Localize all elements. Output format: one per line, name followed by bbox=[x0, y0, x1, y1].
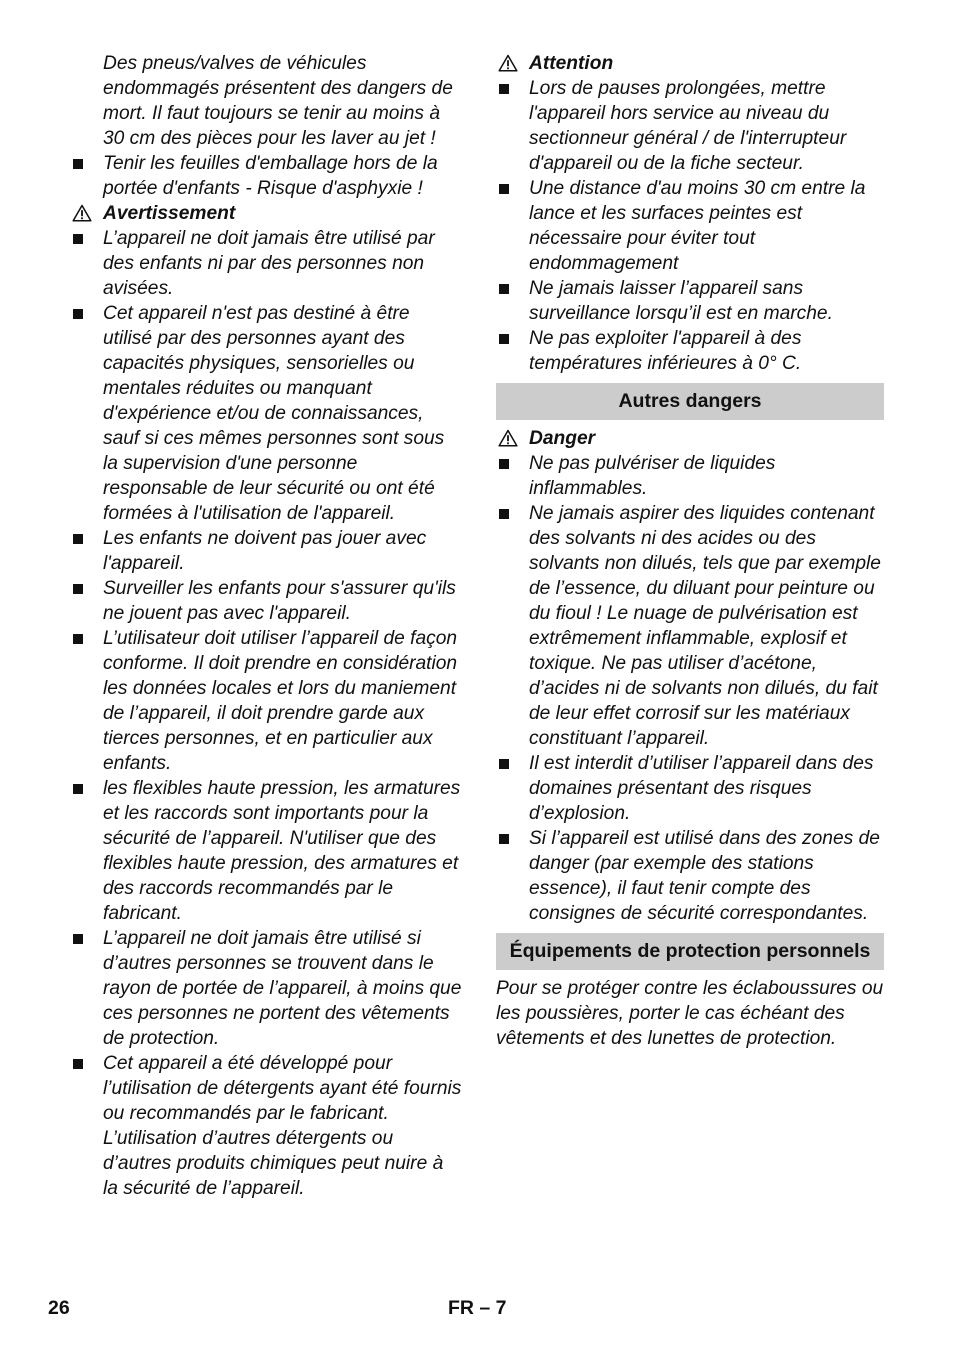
bullet-square-icon bbox=[73, 534, 83, 544]
list-item-text: Cet appareil a été développé pour l’utilisation de détergents ayant été fournis ou recommandés par le fabricant. L’utilisation d’autres détergents ou d’autres produits chimiques peut nuire à la sécurité de l’appareil. bbox=[103, 1053, 462, 1199]
warning-triangle-icon bbox=[498, 54, 518, 72]
attention-title: Attention bbox=[529, 53, 614, 74]
list-item bbox=[496, 451, 884, 501]
bullet-square-icon bbox=[73, 934, 83, 944]
bullet-square-icon bbox=[499, 834, 509, 844]
list-item bbox=[70, 151, 462, 201]
bullet-square-icon bbox=[499, 284, 509, 294]
list-item bbox=[70, 226, 462, 301]
list-item-text: Il est interdit d’utiliser l’appareil dans des domaines présentant des risques d’explosion. bbox=[529, 753, 874, 824]
attention-block bbox=[496, 51, 884, 376]
bullet-square-icon bbox=[73, 234, 83, 244]
section-heading-equipements: Équipements de protection personnels bbox=[496, 933, 884, 970]
bullet-square-icon bbox=[499, 759, 509, 769]
attention-header bbox=[496, 51, 884, 76]
page-label: FR – 7 bbox=[448, 1297, 507, 1319]
warning-header bbox=[70, 201, 462, 226]
list-item bbox=[70, 776, 462, 926]
list-item-text: L’appareil ne doit jamais être utilisé par des enfants ni par des personnes non avisées. bbox=[103, 228, 435, 299]
protection-paragraph: Pour se protéger contre les éclaboussures ou les poussières, porter le cas échéant des vêtements et des lunettes de protection. bbox=[496, 978, 884, 1049]
danger-header bbox=[496, 426, 884, 451]
warning-title: Avertissement bbox=[103, 203, 236, 224]
list-item bbox=[496, 276, 884, 326]
bullet-square-icon bbox=[499, 184, 509, 194]
bullet-square-icon bbox=[73, 309, 83, 319]
list-item bbox=[496, 326, 884, 376]
list-item bbox=[70, 576, 462, 626]
warning-triangle-icon bbox=[72, 204, 92, 222]
list-item-text: L’appareil ne doit jamais être utilisé si d’autres personnes se trouvent dans le rayon de portée de l’appareil, à moins que ces personnes ne portent des vêtements de protection. bbox=[103, 928, 462, 1049]
list-item-text: Ne jamais laisser l’appareil sans surveillance lorsqu’il est en marche. bbox=[529, 278, 833, 324]
bullet-square-icon bbox=[73, 634, 83, 644]
section-heading-autres-dangers: Autres dangers bbox=[496, 383, 884, 420]
list-item bbox=[496, 751, 884, 826]
danger-block bbox=[496, 426, 884, 926]
list-item-text: Tenir les feuilles d'emballage hors de la portée d'enfants - Risque d'asphyxie ! bbox=[103, 153, 438, 199]
right-column bbox=[496, 51, 884, 1051]
list-item-text: Ne jamais aspirer des liquides contenant des solvants ni des acides ou des solvants non dilués, tels que par exemple de l’essence, du diluant pour peinture ou du fioul ! Le nuage de pulvérisation est extrêmement inflammable, explosif et toxique. Ne pas utiliser d’acétone, d’acides ni de solvants non dilués, du fait de leur effet corrosif sur les matériaux constituant l’appareil. bbox=[529, 503, 881, 749]
list-item-text: Ne pas exploiter l'appareil à des températures inférieures à 0° C. bbox=[529, 328, 802, 374]
list-item-text: Lors de pauses prolongées, mettre l'appareil hors service au niveau du sectionneur général / de l'interrupteur d'appareil ou de la fiche secteur. bbox=[529, 78, 847, 174]
bullet-square-icon bbox=[499, 509, 509, 519]
list-item-text: L’utilisateur doit utiliser l’appareil de façon conforme. Il doit prendre en considération les données locales et lors du maniement de l’appareil, il doit prendre garde aux tierces personnes, et en particulier aux enfants. bbox=[103, 628, 458, 774]
list-item bbox=[70, 626, 462, 776]
list-item bbox=[496, 76, 884, 176]
page-number: 26 bbox=[48, 1297, 70, 1319]
continued-text: Des pneus/valves de véhicules endommagés présentent des dangers de mort. Il faut toujours se tenir au moins à 30 cm des pièces pour les laver au jet ! bbox=[103, 53, 453, 149]
warning-triangle-icon bbox=[498, 429, 518, 447]
list-item bbox=[70, 526, 462, 576]
bullet-square-icon bbox=[499, 84, 509, 94]
list-item-text: les flexibles haute pression, les armatures et les raccords sont importants pour la sécurité de l’appareil. N'utiliser que des flexibles haute pression, des armatures et des raccords recommandés par le fabricant. bbox=[103, 778, 461, 924]
list-item bbox=[496, 176, 884, 276]
list-item bbox=[70, 1051, 462, 1201]
bullet-square-icon bbox=[73, 1059, 83, 1069]
danger-title: Danger bbox=[529, 428, 596, 449]
bullet-square-icon bbox=[73, 584, 83, 594]
list-item-text: Une distance d'au moins 30 cm entre la lance et les surfaces peintes est nécessaire pour éviter tout endommagement bbox=[529, 178, 866, 274]
list-item-text: Les enfants ne doivent pas jouer avec l'appareil. bbox=[103, 528, 427, 574]
list-item-text: Cet appareil n'est pas destiné à être utilisé par des personnes ayant des capacités physiques, sensorielles ou mentales réduites ou manquant d'expérience et/ou de connaissances, sauf si ces mêmes personnes sont sous la supervision d'une personne responsable de leur sécurité ou ont été formées à l'utilisation de l'appareil. bbox=[103, 303, 445, 524]
list-item-text: Surveiller les enfants pour s'assurer qu'ils ne jouent pas avec l'appareil. bbox=[103, 578, 456, 624]
bullet-square-icon bbox=[499, 459, 509, 469]
left-column bbox=[70, 51, 462, 1201]
bullet-square-icon bbox=[73, 159, 83, 169]
list-item bbox=[496, 826, 884, 926]
list-item bbox=[70, 301, 462, 526]
list-item-text: Ne pas pulvériser de liquides inflammables. bbox=[529, 453, 776, 499]
bullet-square-icon bbox=[499, 334, 509, 344]
list-item bbox=[496, 501, 884, 751]
list-item bbox=[70, 926, 462, 1051]
bullet-square-icon bbox=[73, 784, 83, 794]
list-item-text: Si l’appareil est utilisé dans des zones de danger (par exemple des stations essence), il faut tenir compte des consignes de sécurité correspondantes. bbox=[529, 828, 880, 924]
